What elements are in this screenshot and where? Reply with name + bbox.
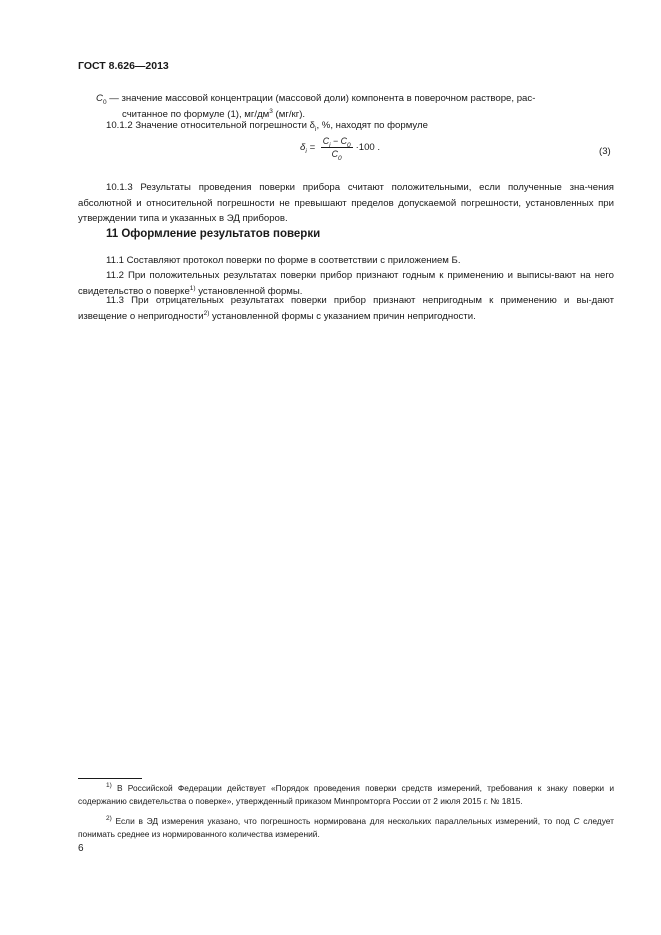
definition-text-1: — значение массовой концентрации (массовой доли) компонента в поверочном растворе, рас-: [109, 93, 536, 104]
definition-tail: (мг/кг).: [272, 108, 306, 120]
page-number: 6: [78, 843, 84, 854]
formula-lhs-sub: i: [305, 147, 307, 155]
formula-mult: ·100 .: [355, 142, 381, 154]
formula-eq: =: [306, 142, 318, 154]
footnote-2-tail: следует понимать среднее из нормированного количества измерений.: [78, 816, 615, 839]
footnote-1-mark: 1): [106, 782, 112, 790]
footnote-1: [78, 782, 614, 808]
footnote-2-mark: 2): [106, 815, 112, 823]
formula-3: [300, 136, 380, 172]
footnote-2-italic: C: [573, 816, 580, 826]
den-sub: 0: [338, 154, 342, 162]
formula-lhs: δ: [300, 142, 306, 154]
paragraph-10-1-3: 10.1.3 Результаты проведения поверки прибора считают положительными, если полученные зна-чения абсолютной и относительной погрешности не превышают пределов допускаемой погрешности, установленных при утверждении типа и указанных в ЭД приборов.: [78, 182, 614, 224]
symbol-c: C: [96, 93, 103, 104]
footnote-2: [78, 815, 614, 841]
num-sub-1: i: [329, 141, 331, 149]
definition-sup: 3: [269, 107, 273, 115]
para-11-2-text: 11.2 При положительных результатах поверки прибор признают годным к применению и выписы-вают на него свидетельство о поверке: [78, 270, 614, 297]
formula-number: (3): [599, 146, 611, 157]
symbol-c-sub: 0: [102, 98, 107, 106]
definition-line-1: [96, 93, 535, 104]
formula-fraction: [321, 136, 353, 162]
footnote-2-text: Если в ЭД измерения указано, что погрешность нормирована для нескольких параллельных измерений, то под: [115, 816, 570, 826]
num-minus: − C: [330, 136, 347, 146]
para-11-3-tail: установленной формы с указанием причин непригодности.: [209, 310, 476, 322]
formula-denominator: [321, 148, 353, 162]
paragraph-11-3: [78, 293, 614, 324]
num-sub-2: 0: [346, 141, 351, 149]
para-10-1-2-tail: , %, находят по формуле: [316, 120, 428, 131]
footnote-ref-2: 2): [203, 309, 210, 317]
definition-text-2: считанное по формуле (1), мг/дм: [122, 108, 270, 120]
num-c: C: [322, 136, 330, 146]
footnote-ref-1: 1): [189, 284, 196, 292]
para-11-3-text: 11.3 При отрицательных результатах поверки прибор признают непригодным к применению и вы-дают извещение о непригодности: [78, 295, 614, 322]
paragraph-10-1-2: [78, 118, 614, 134]
paragraph-11-1: 11.1 Составляют протокол поверки по форме в соответствии с приложением Б.: [106, 255, 461, 266]
para-10-1-2-text: 10.1.2 Значение относительной погрешности δ: [106, 120, 316, 131]
footnote-1-text: В Российской Федерации действует «Порядок проведения поверки средств измерений, требования к знаку поверки и содержанию свидетельства о поверке», утвержденный приказом Минпромторга России от 2 июля 2015 г. № 1815.: [78, 783, 614, 806]
den-c: C: [331, 149, 339, 159]
section-title: 11 Оформление результатов поверки: [106, 228, 321, 240]
footnote-separator: [78, 778, 142, 779]
para-10-1-2-sub: i: [315, 125, 317, 133]
formula-numerator: [321, 136, 353, 148]
document-header: ГОСТ 8.626—2013: [78, 60, 169, 72]
para-11-2-tail: установленной формы.: [195, 285, 303, 297]
